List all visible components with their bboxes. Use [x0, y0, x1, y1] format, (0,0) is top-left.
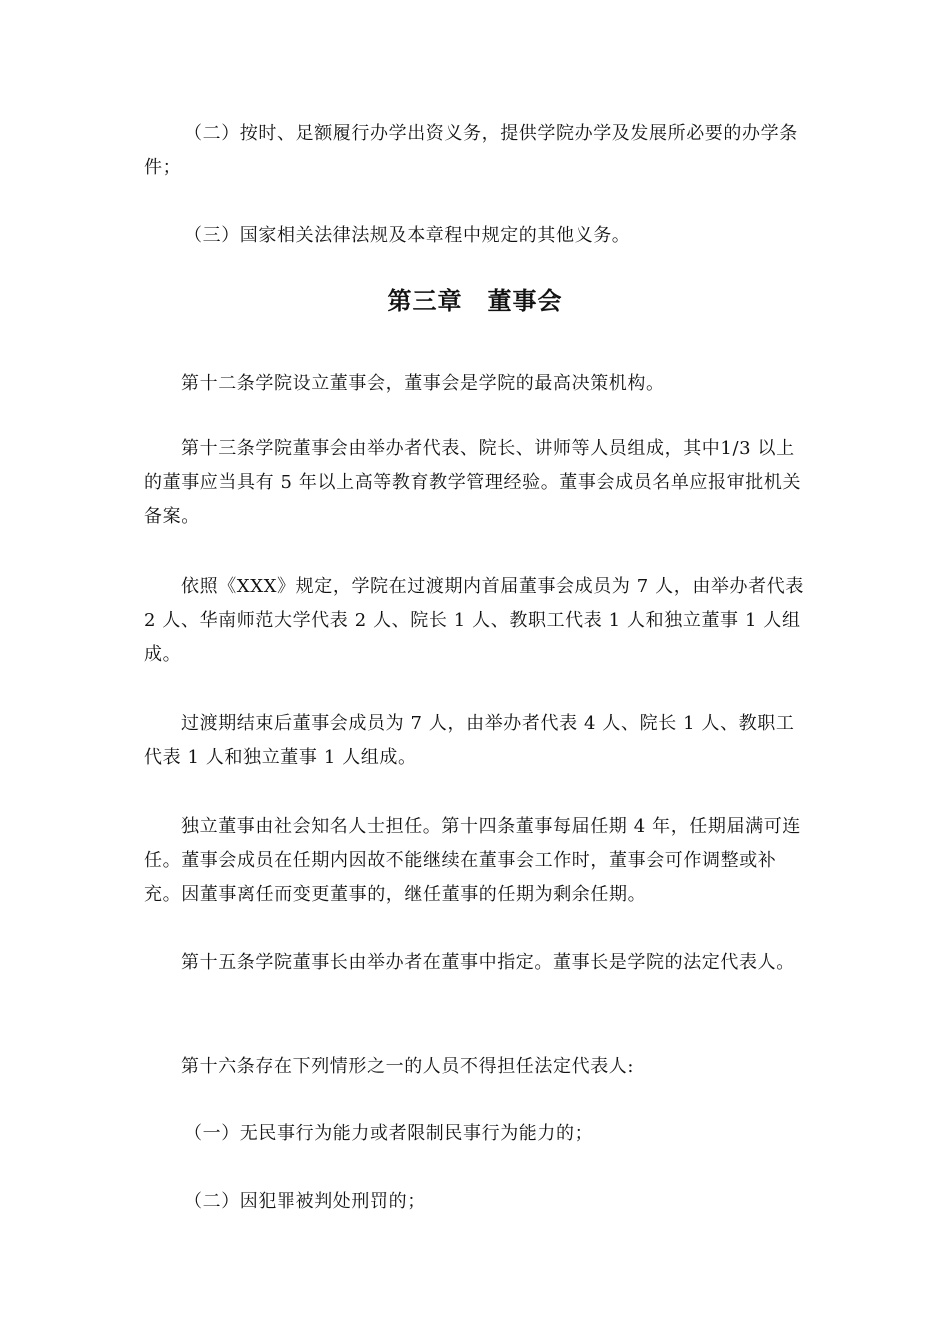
- paragraph-article-15: 第十五条学院董事长由举办者在董事中指定。董事长是学院的法定代表人。: [181, 952, 795, 973]
- paragraph-first-board: 依照《XXX》规定，学院在过渡期内首届董事会成员为 7 人，由举办者代表 2 人、华南师范大学代表 2 人、院长 1 人、教职工代表 1 人和独立董事 1 人组成。: [144, 576, 804, 665]
- paragraph-condition-2: （二）因犯罪被判处刑罚的；: [184, 1191, 426, 1212]
- paragraph-article-12: 第十二条学院设立董事会，董事会是学院的最高决策机构。: [181, 373, 665, 394]
- paragraph-after-transition: 过渡期结束后董事会成员为 7 人，由举办者代表 4 人、院长 1 人、教职工代表 1 人和独立董事 1 人组成。: [144, 713, 795, 768]
- chapter-title: 第三章 董事会: [387, 287, 563, 315]
- paragraph-article-16: 第十六条存在下列情形之一的人员不得担任法定代表人:: [181, 1056, 635, 1077]
- paragraph-obligation-3: （三）国家相关法律法规及本章程中规定的其他义务。: [184, 225, 631, 246]
- paragraph-obligation-2: （二）按时、足额履行办学出资义务，提供学院办学及发展所必要的办学条件；: [144, 123, 798, 178]
- paragraph-condition-1: （一）无民事行为能力或者限制民事行为能力的；: [184, 1123, 594, 1144]
- paragraph-article-14: 独立董事由社会知名人士担任。第十四条董事每届任期 4 年，任期届满可连任。董事会成员在任期内因故不能继续在董事会工作时，董事会可作调整或补充。因董事离任而变更董事的，继任董事的任期为剩余任期。: [144, 816, 801, 905]
- paragraph-article-13: 第十三条学院董事会由举办者代表、院长、讲师等人员组成，其中1/3 以上的董事应当具有 5 年以上高等教育教学管理经验。董事会成员名单应报审批机关备案。: [144, 438, 802, 527]
